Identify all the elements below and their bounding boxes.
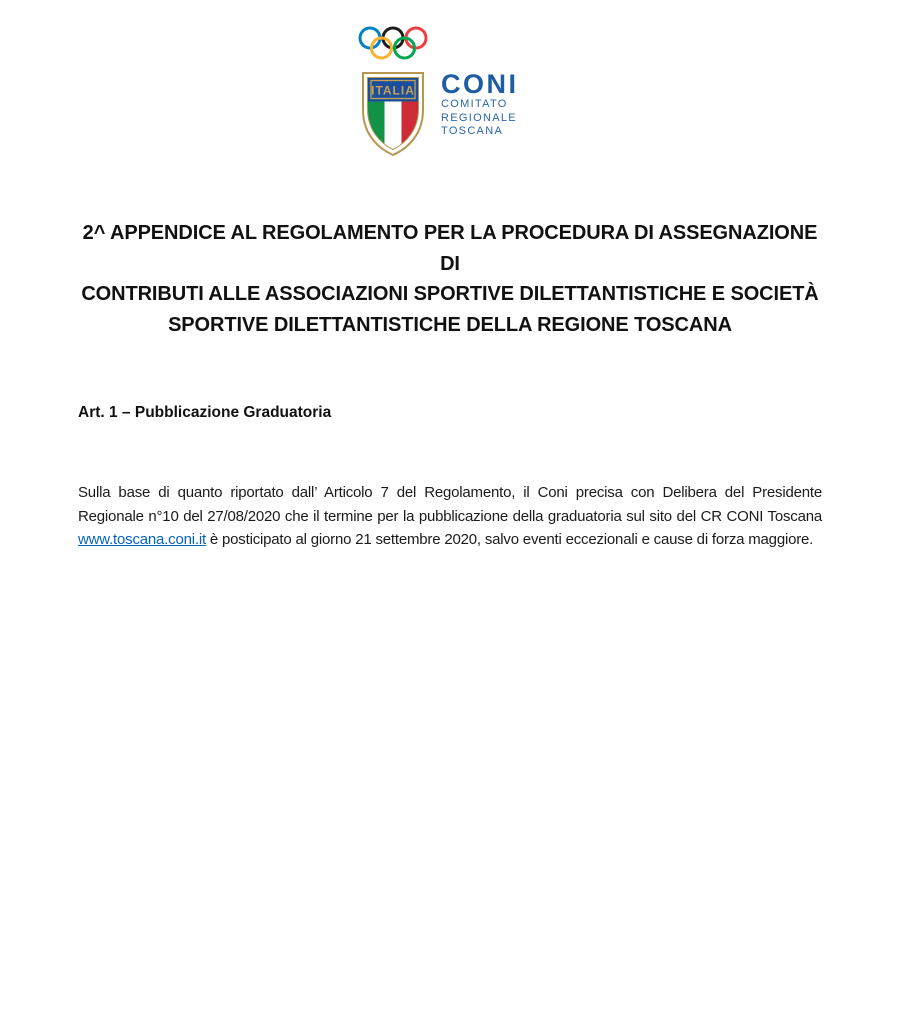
- coni-wordmark: [441, 26, 519, 139]
- document-title-line-1: 2^ APPENDICE AL REGOLAMENTO PER LA PROCEDURA DI ASSEGNAZIONE DI: [82, 222, 818, 275]
- olympic-rings-icon: [358, 26, 428, 64]
- coni-emblem: [358, 26, 428, 157]
- org-subline-toscana: TOSCANA: [441, 125, 504, 137]
- document-title: [78, 218, 822, 340]
- coni-logo: [358, 26, 519, 157]
- article-1-paragraph: [78, 481, 822, 552]
- paragraph-text-after-link: è posticipato al giorno 21 settembre 2020, salvo eventi eccezionali e cause di forza maggiore.: [205, 531, 814, 549]
- italia-shield-icon: [361, 71, 425, 157]
- paragraph-text-before-link: Sulla base di quanto riportato dall’ Articolo 7 del Regolamento, il Coni precisa con Delibera del Presidente Regionale n°10 del 27/08/2020 che il termine per la pubblicazione della graduatoria sul sito del CR CONI Toscana: [78, 484, 822, 525]
- org-subline-comitato: COMITATO: [441, 98, 508, 110]
- document-title-line-2: CONTRIBUTI ALLE ASSOCIAZIONI SPORTIVE DILETTANTISTICHE E SOCIETÀ: [81, 283, 819, 305]
- shield-italia-label: ITALIA: [371, 83, 415, 98]
- org-name: CONI: [441, 69, 519, 99]
- org-subline-regionale: REGIONALE: [441, 111, 517, 124]
- document-title-line-3: SPORTIVE DILETTANTISTICHE DELLA REGIONE TOSCANA: [168, 313, 732, 336]
- article-1-heading: Art. 1 – Pubblicazione Graduatoria: [78, 404, 332, 421]
- toscana-coni-link[interactable]: www.toscana.coni.it: [78, 531, 206, 549]
